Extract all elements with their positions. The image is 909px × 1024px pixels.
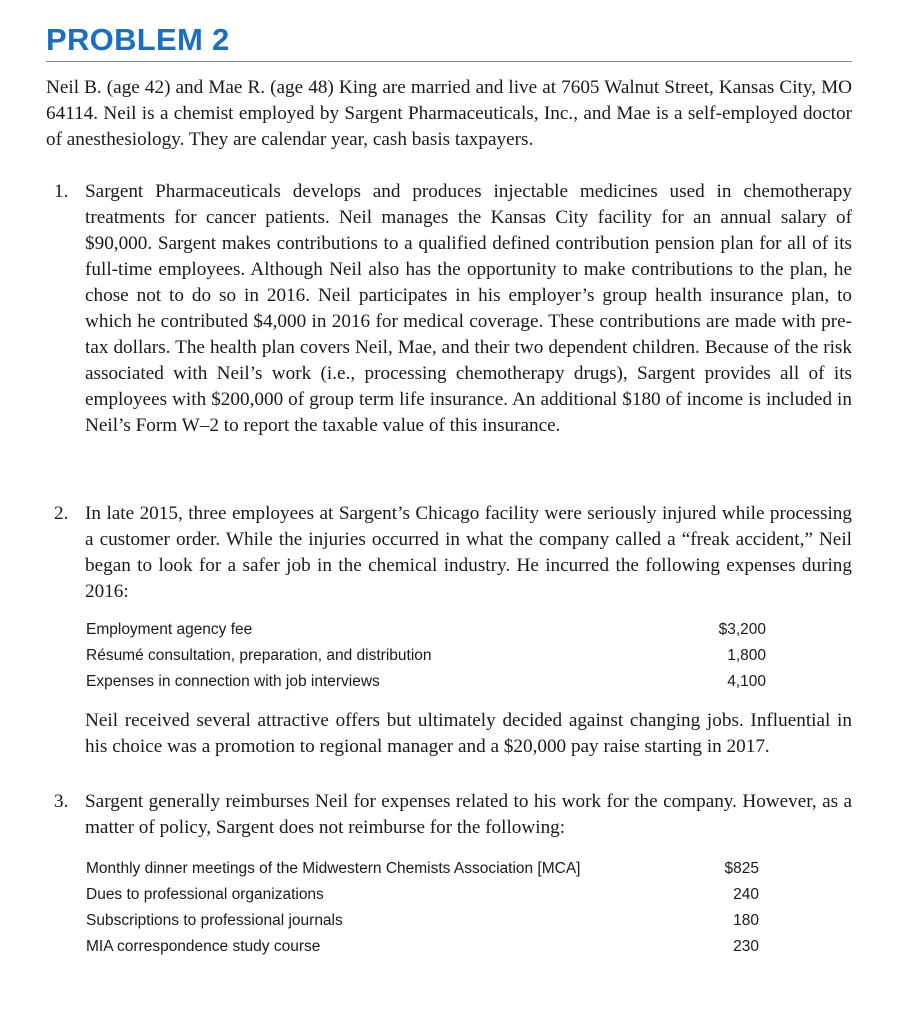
item-text: In late 2015, three employees at Sargent’s Chicago facility were seriously injured while processing a customer order. While the injuries occurred in what the company called a “freak accident,” Neil began to look for a safer job in the chemical industry. He incurred the following expenses during 2016: [85,503,852,602]
item-number: 3. [54,791,69,812]
expense-amount: $825 [724,860,759,877]
item-number: 2. [54,503,69,524]
expense-label: Monthly dinner meetings of the Midwestern Chemists Association [MCA] [86,860,581,877]
title-divider [46,61,852,62]
table-row [86,643,766,669]
intro-paragraph: Neil B. (age 42) and Mae R. (age 48) King are married and live at 7605 Walnut Street, Kansas City, MO 64114. Neil is a chemist employed by Sargent Pharmaceuticals, Inc., and Mae is a self-employed doctor of anesthesiology. They are calendar year, cash basis taxpayers. [46,77,852,150]
expense-amount: 180 [733,912,759,929]
item-text: Sargent generally reimburses Neil for expenses related to his work for the company. However, as a matter of policy, Sargent does not reimburse for the following: [85,791,852,838]
expense-amount: 230 [733,938,759,955]
expense-label: Résumé consultation, preparation, and distribution [86,647,432,664]
expense-label: Employment agency fee [86,621,253,638]
unreimbursed-expense-table [86,856,759,960]
job-search-expense-table [86,617,766,695]
expense-label: Expenses in connection with job interviews [86,673,380,690]
table-row [86,669,766,695]
list-item-2 [46,501,852,605]
item-text: Sargent Pharmaceuticals develops and produces injectable medicines used in chemotherapy treatments for cancer patients. Neil manages the Kansas City facility for an annual salary of $90,000. Sargent makes contributions to a qualified defined contribution pension plan for all of its full-time employees. Although Neil also has the opportunity to make contributions to the plan, he chose not to do so in 2016. Neil participates in his employer’s group health insurance plan, to which he contributed $4,000 in 2016 for medical coverage. These contributions are made with pre-tax dollars. The health plan covers Neil, Mae, and their two dependent children. Because of the risk associated with Neil’s work (i.e., processing chemotherapy drugs), Sargent provides all of its employees with $200,000 of group term life insurance. An additional $180 of income is included in Neil’s Form W–2 to report the taxable value of this insurance. [85,181,852,436]
expense-label: MIA correspondence study course [86,938,321,955]
table-row [86,882,759,908]
table-row [86,934,759,960]
expense-label: Subscriptions to professional journals [86,912,343,929]
item-number: 1. [54,181,69,202]
table-row [86,617,766,643]
expense-amount: $3,200 [718,621,766,638]
item-2-follow-text: Neil received several attractive offers but ultimately decided against changing jobs. Influential in his choice was a promotion to regional manager and a $20,000 pay raise starting in 2017. [85,710,852,757]
expense-amount: 240 [733,886,759,903]
list-item-1 [46,179,852,439]
expense-amount: 1,800 [727,647,766,664]
list-item-3 [46,789,852,841]
table-row [86,856,759,882]
expense-amount: 4,100 [727,673,766,690]
problem-title: PROBLEM 2 [46,22,230,57]
table-row [86,908,759,934]
expense-label: Dues to professional organizations [86,886,324,903]
